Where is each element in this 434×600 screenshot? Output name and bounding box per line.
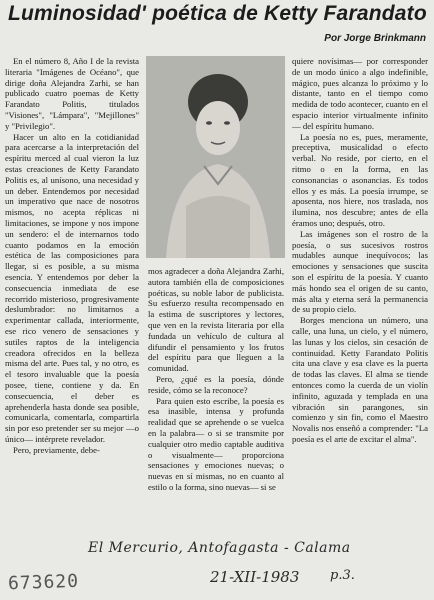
paragraph: mos agradecer a doña Alejandra Zarhi, autora también ella de composiciones poéticas, su noble labor de publicista. Su esfuerzo resulta recompensado en la estima de suscriptores y lectores, que ven en la revista literaria por ella fundada un vehículo de cultura al difundir el pensamiento y los frutos del espíritu para que lleguen a la comunidad. <box>148 266 284 374</box>
handwritten-page-number: p.3. <box>330 568 355 583</box>
handwritten-source-note: El Mercurio, Antofagasta - Calama <box>88 540 351 556</box>
article-column-3 <box>292 56 428 445</box>
paragraph: Pero, previamente, debe- <box>13 444 100 455</box>
paragraph: En el número 8, Año I de la revista literaria "Imágenes de Océano", que dirige doña Alejandra Zarhi, se han publicado cuatro poemas de Ketty Farandato Politis, titulados "Visiones", "Lámpara", "Mejillones" y "Privilegio". <box>5 56 139 131</box>
portrait-image <box>146 56 285 258</box>
article-byline: Por Jorge Brinkmann <box>324 33 426 44</box>
author-portrait-photo <box>146 56 285 258</box>
archive-stamp-number: 673620 <box>7 570 80 595</box>
paragraph: La poesía no es, pues, meramente, preceptiva, musicalidad o efecto verbal. No reside, por cierto, en el ritmo o en la forma, en las consonancias o asonancias. Es todos ellos y es más. La poesía irrumpe, se aposenta, nos hiere, nos traslada, nos ilumina, nos descubre; antes de ella éramos uno; después, otro. <box>292 131 428 228</box>
article-title: Luminosidad' poética de Ketty Farandato <box>8 2 427 25</box>
paragraph: Pero, ¿qué es la poesía, dónde reside, cómo se la reconoce? <box>148 373 284 395</box>
article-column-2 <box>148 266 284 493</box>
paragraph: Para quien esto escribe, la poesía es esa inasible, intensa y profunda realidad que se aprehende o se vuelca en la palabra— o si se transmite por cualquier otro medio captable auditiva o visualmente— proporciona sensaciones y emociones nuevas; o nuevas en sí mismas, no en cuanto al estilo o la forma, sino nuevas— si se <box>148 395 284 492</box>
article-column-1 <box>5 56 139 455</box>
paragraph: Las imágenes son el rostro de la poesía, o sus sucesivos rostros mudables aunque inequívocos; las emociones y sensaciones que suscita son el espíritu de la poesía. Y cuanto más hondo sea el origen de su canto, más alta y eterna será la permanencia de su propio cielo. <box>292 228 428 315</box>
paragraph: Borges menciona un número, una calle, una luna, un cielo, y el número, las lunas y los cielos, sin cesación de continuidad. Ketty Farandato Politis cita una clave y esa clave es la puerta de todas las claves. El alma se tiende entonces como la cuerda de un violín infinito, aguzada y templada en una vibración sin parangones, sin comienzo y sin fin, como el Maestro Novalis nos enseñó a comprender: "La poesía es el arte de excitar el alma". <box>292 315 428 444</box>
paragraph: Hacer un alto en la cotidianidad para acercarse a la interpretación del espíritu merced al cual vieron la luz estas creaciones de Ketty Farandato Politis es, al unísono, una necesidad y un deber. Entendemos por necesidad un imperativo que nace de nosotros mismos, no acepta réplicas ni limitaciones, se impone y nos impone un sendero: el de internarnos todo cuanto podamos en la emoción estética de las composiciones para llegar, si es posible, a su misma esencia. Y entendemos por deber la consecuencia inmediata de ese recorrido misterioso, progresivamente deslumbrador: no limitarnos a experimentar callada, interiormente, ese rico venero de sensaciones y sutiles raptos de la inteligencia creadora ofrecidos en la belleza misma del arte. Pues tal, y no otro, es el tesoro invaluable que la poesía posee, tiene, contiene y da. En consecuencia, el deber es aprehenderla hasta donde sea posible, comunicarla, comentarla, compartirla sin por eso pretender ser su mejor —o único— intérprete revelador. <box>5 131 139 444</box>
paragraph: quiere novísimas— por corresponder de un modo único a algo indefinible, mágico, pues alcanza lo próximo y lo distante, tanto en el tiempo como medida de todo acontecer, cuanto en el espacio interior virtualmente infinito— del espíritu humano. <box>292 56 428 131</box>
handwritten-date: 21-XII-1983 <box>210 568 300 586</box>
